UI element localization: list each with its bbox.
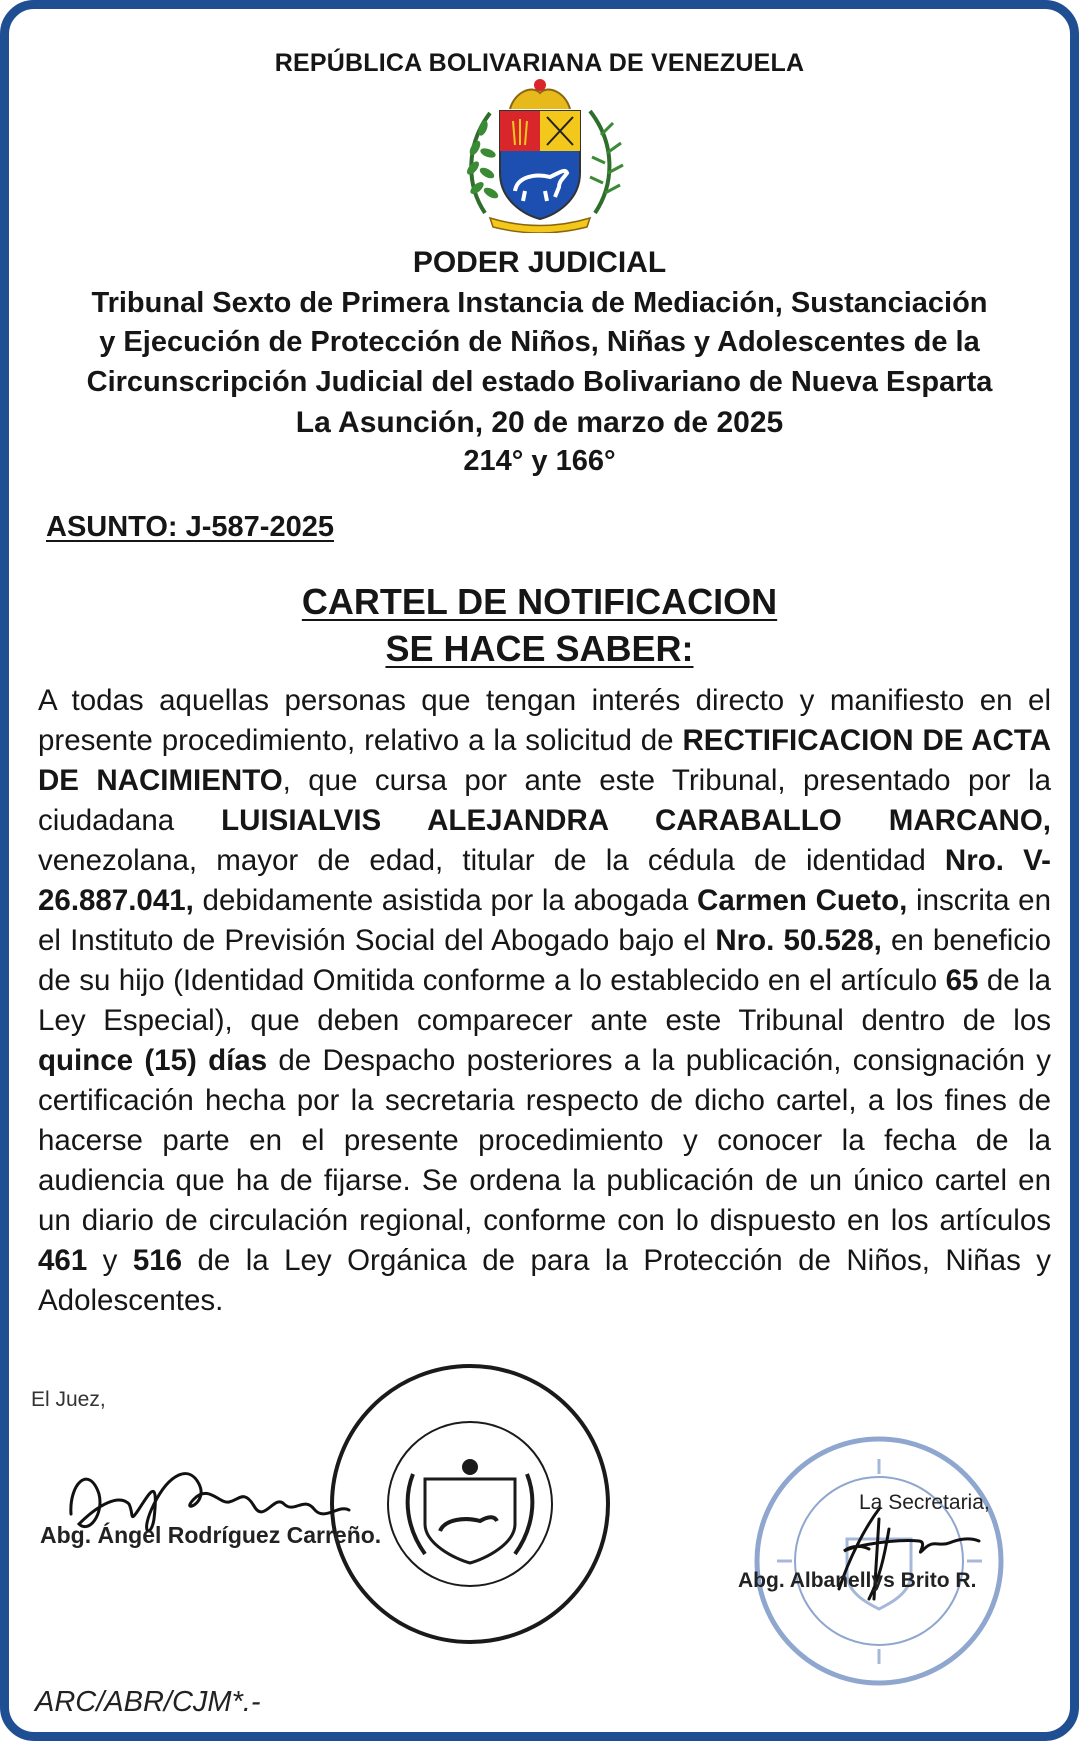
republic-heading: REPÚBLICA BOLIVARIANA DE VENEZUELA xyxy=(274,49,805,77)
judge-label: El Juez, xyxy=(31,1388,106,1411)
judge-name: Abg. Ángel Rodríguez Carreño. xyxy=(40,1522,382,1548)
secretary-label: La Secretaria, xyxy=(859,1491,990,1514)
secretary-name: Abg. Albanellys Brito R. xyxy=(738,1569,977,1592)
court-name-line-1: Tribunal Sexto de Primera Instancia de Mediación, Sustanciación xyxy=(91,287,988,319)
court-name-line-3: Circunscripción Judicial del estado Bolivariano de Nueva Esparta xyxy=(86,366,993,398)
poder-judicial-heading: PODER JUDICIAL xyxy=(412,246,667,279)
case-number: ASUNTO: J-587-2025 xyxy=(46,511,334,543)
court-name-line-2: y Ejecución de Protección de Niños, Niñas y Adolescentes de la xyxy=(99,326,980,358)
notice-subtitle: SE HACE SABER: xyxy=(385,628,694,669)
document-date: La Asunción, 20 de marzo de 2025 xyxy=(295,406,784,439)
patriotic-years: 214° y 166° xyxy=(463,445,616,477)
coat-of-arms-emblem xyxy=(455,73,625,233)
notice-body: A todas aquellas personas que tengan interés directo y manifiesto en el presente procedimiento, relativo a la solicitud de RECTIFICACION DE ACTA DE NACIMIENTO, que cursa por ante este Tribunal, presentado por la ciudadana LUISIALVIS ALEJANDRA CARABALLO MARCANO, venezolana, mayor de edad, titular de la cédula de identidad Nro. V-26.887.041, debidamente asistida por la abogada Carmen Cueto, inscrita en el Instituto de Previsión Social del Abogado bajo el Nro. 50.528, en beneficio de su hijo (Identidad Omitida conforme a lo establecido en el artículo 65 de la Ley Especial), que deben comparecer ante este Tribunal dentro de los quince (15) días de Despacho posteriores a la publicación, consignación y certificación hecha por la secretaria respecto de dicho cartel, a los fines de hacerse parte en el presente procedimiento y conocer la fecha de la audiencia que ha de fijarse. Se ordena la publicación de un único cartel en un diario de circulación regional, conforme con lo dispuesto en los artículos 461 y 516 de la Ley Orgánica de para la Protección de Niños, Niñas y Adolescentes. xyxy=(38,684,1052,1317)
document-initials: ARC/ABR/CJM*.- xyxy=(35,1686,261,1718)
notice-title: CARTEL DE NOTIFICACION xyxy=(301,581,778,622)
